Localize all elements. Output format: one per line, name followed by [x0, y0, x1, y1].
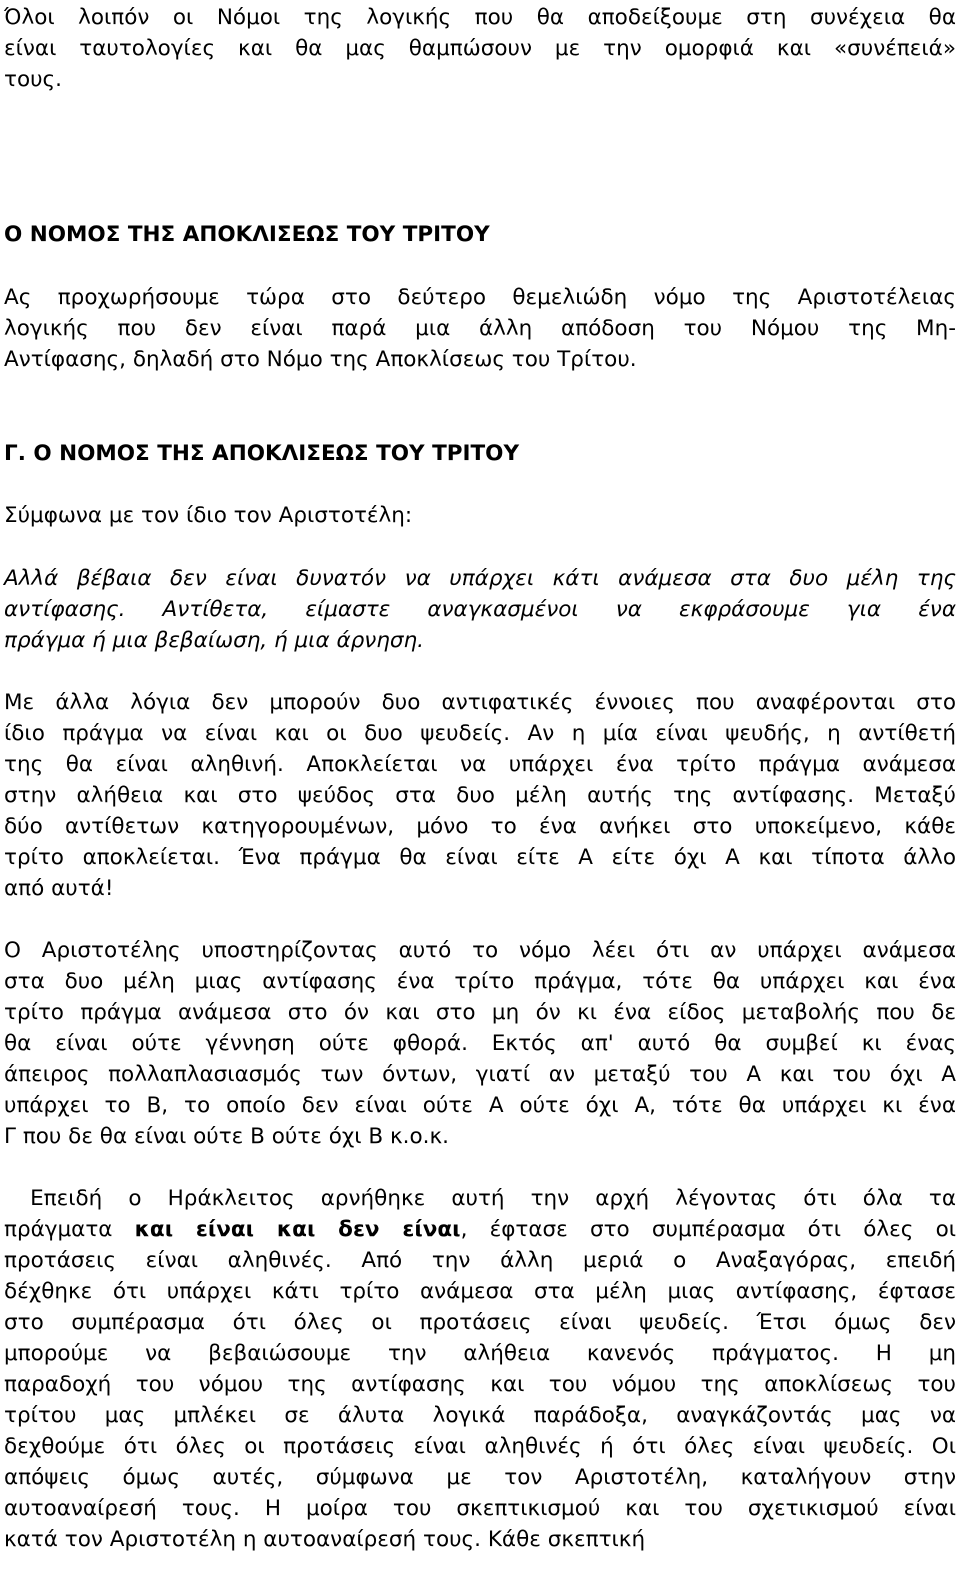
- text-line: προτάσεις είναι αληθινές. Από την άλλη μεριά ο Αναξαγόρας, επειδή: [4, 1248, 956, 1273]
- body-paragraph-3: [4, 1183, 956, 1555]
- text-line: Επειδή ο Ηράκλειτος αρνήθηκε αυτή την αρχή λέγοντας ότι όλα τα: [4, 1186, 956, 1211]
- intro-paragraph: [4, 2, 956, 95]
- text-line: άπειρος πολλαπλασιασμός των όντων, γιατί αν μεταξύ του Α και του όχι Α: [4, 1062, 956, 1087]
- text-line: Αλλά βέβαια δεν είναι δυνατόν να υπάρχει κάτι ανάμεσα στα δυο μέλη της: [4, 566, 956, 591]
- text-line: Αντίφασης, δηλαδή στο Νόμο της Αποκλίσεως του Τρίτου.: [4, 347, 637, 372]
- text-line: Με άλλα λόγια δεν μπορούν δυο αντιφατικές έννοιες που αναφέρονται στο: [4, 690, 956, 715]
- text-line: απόψεις όμως αυτές, σύμφωνα με τον Αριστοτέλη, καταλήγουν στην: [4, 1465, 956, 1490]
- text-line: τρίτο πράγμα ανάμεσα στο όν και στο μη όν κι ένα είδος μεταβολής που δε: [4, 1000, 956, 1025]
- text-line: στην αλήθεια και στο ψεύδος στα δυο μέλη αυτής της αντίφασης. Μεταξύ: [4, 783, 956, 808]
- bold-phrase: και είναι και δεν είναι: [134, 1217, 461, 1242]
- body-paragraph-1: [4, 687, 956, 904]
- text-line: μπορούμε να βεβαιώσουμε την αλήθεια κανενός πράγματος. Η μη: [4, 1341, 956, 1366]
- text-line: δεχθούμε ότι όλες οι προτάσεις είναι αληθινές ή ότι όλες είναι ψευδείς. Οι: [4, 1434, 956, 1459]
- text-segment: πράγματα: [4, 1217, 135, 1242]
- section-heading: Ο ΝΟΜΟΣ ΤΗΣ ΑΠΟΚΛΙΣΕΩΣ ΤΟΥ ΤΡΙΤΟΥ: [4, 222, 490, 247]
- text-line: είναι ταυτολογίες και θα μας θαμπώσουν με την ομορφιά και «συνέπειά»: [4, 36, 956, 61]
- text-line: θα είναι ούτε γέννηση ούτε φθορά. Εκτός απ' αυτό θα συμβεί κι ένας: [4, 1031, 956, 1056]
- text-line: ίδιο πράγμα να είναι και οι δυο ψευδείς. Αν η μία είναι ψευδής, η αντίθετή: [4, 721, 956, 746]
- text-line: τρίτο αποκλείεται. Ένα πράγμα θα είναι είτε Α είτε όχι Α και τίποτα άλλο: [4, 845, 956, 870]
- body-paragraph-2: [4, 935, 956, 1152]
- quote-intro: Σύμφωνα με τον ίδιο τον Αριστοτέλη:: [4, 503, 413, 528]
- text-line: πράγμα ή μια βεβαίωση, ή μια άρνηση.: [4, 628, 424, 653]
- text-line: υπάρχει το Β, το οποίο δεν είναι ούτε Α ούτε όχι Α, τότε θα υπάρχει κι ένα: [4, 1093, 956, 1118]
- section-intro-paragraph: [4, 282, 956, 375]
- text-line: παραδοχή του νόμου της αντίφασης και του νόμου της αποκλίσεως του: [4, 1372, 956, 1397]
- text-line: αντίφασης. Αντίθετα, είμαστε αναγκασμένοι να εκφράσουμε για ένα: [4, 597, 956, 622]
- text-line: στο συμπέρασμα ότι όλες οι προτάσεις είναι ψευδείς. Έτσι όμως δεν: [4, 1310, 956, 1335]
- text-line: λογικής που δεν είναι παρά μια άλλη απόδοση του Νόμου της Μη-: [4, 316, 956, 341]
- text-line: δέχθηκε ότι υπάρχει κάτι τρίτο ανάμεσα στα μέλη μιας αντίφασης, έφτασε: [4, 1279, 956, 1304]
- text-line: Ας προχωρήσουμε τώρα στο δεύτερο θεμελιώδη νόμο της Αριστοτέλειας: [4, 285, 956, 310]
- text-line: Όλοι λοιπόν οι Νόμοι της λογικής που θα αποδείξουμε στη συνέχεια θα: [4, 5, 956, 30]
- section-heading-g: Γ. Ο ΝΟΜΟΣ ΤΗΣ ΑΠΟΚΛΙΣΕΩΣ ΤΟΥ ΤΡΙΤΟΥ: [4, 441, 520, 466]
- text-line: [4, 1214, 956, 1245]
- text-line: στα δυο μέλη μιας αντίφασης ένα τρίτο πράγμα, τότε θα υπάρχει και ένα: [4, 969, 956, 994]
- text-line: δύο αντίθετων κατηγορουμένων, μόνο το ένα ανήκει στο υποκείμενο, κάθε: [4, 814, 956, 839]
- text-line: από αυτά!: [4, 876, 114, 901]
- text-line: της θα είναι αληθινή. Αποκλείεται να υπάρχει ένα τρίτο πράγμα ανάμεσα: [4, 752, 956, 777]
- text-line: Γ που δε θα είναι ούτε Β ούτε όχι Β κ.ο.κ.: [4, 1124, 449, 1149]
- text-line: τους.: [4, 67, 62, 92]
- text-segment: , έφτασε στο συμπέρασμα ότι όλες οι: [460, 1217, 956, 1242]
- aristotle-quote: [4, 563, 956, 656]
- text-line: Ο Αριστοτέλης υποστηρίζοντας αυτό το νόμο λέει ότι αν υπάρχει ανάμεσα: [4, 938, 956, 963]
- text-line: αυτοαναίρεσή τους. Η μοίρα του σκεπτικισμού και του σχετικισμού είναι: [4, 1496, 956, 1521]
- text-line: κατά τον Αριστοτέλη η αυτοαναίρεσή τους. Κάθε σκεπτική: [4, 1527, 646, 1552]
- text-line: τρίτου μας μπλέκει σε άλυτα λογικά παράδοξα, αναγκάζοντάς μας να: [4, 1403, 956, 1428]
